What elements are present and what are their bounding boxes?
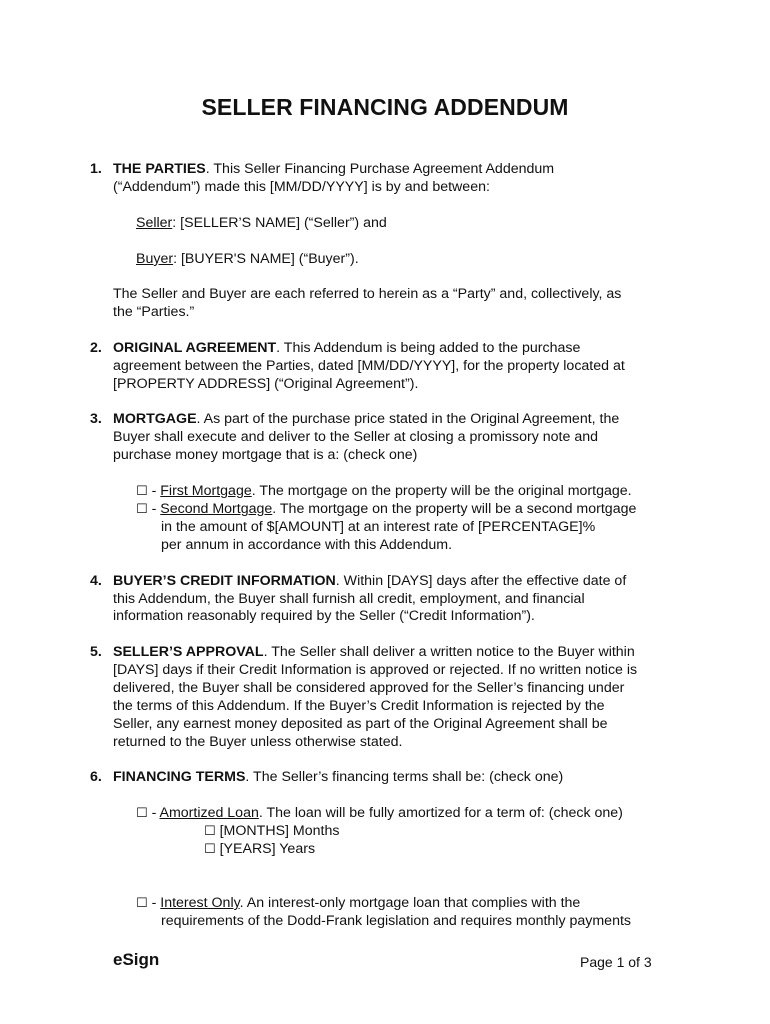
seller-text: : [SELLER’S NAME] (“Seller”) and — [172, 215, 387, 231]
interest-only-text: . An interest-only mortgage loan that complies with the — [239, 895, 581, 911]
parties-line-2: the “Parties.” — [113, 304, 195, 320]
section-4-text: . Within [DAYS] days after the effective date of — [335, 573, 627, 589]
first-mortgage-checkbox[interactable]: ☐ — [136, 484, 148, 499]
second-mortgage-option — [136, 500, 636, 519]
section-3-line-1 — [113, 410, 619, 428]
months-option — [204, 822, 339, 841]
section-3-heading: MORTGAGE — [113, 411, 197, 427]
section-2-text: . This Addendum is being added to the purchase — [276, 340, 581, 356]
section-2-number: 2. — [90, 340, 102, 356]
option-dash: - — [147, 483, 161, 499]
buyer-line — [136, 250, 359, 268]
section-1-text: . This Seller Financing Purchase Agreement Addendum — [205, 161, 555, 177]
interest-only-line-2: requirements of the Dodd-Frank legislation and requires monthly payments — [161, 913, 632, 929]
section-1-number: 1. — [90, 161, 102, 177]
section-4-number: 4. — [90, 573, 102, 589]
interest-only-option — [136, 894, 580, 913]
months-text: [MONTHS] Months — [219, 823, 340, 839]
section-6-heading: FINANCING TERMS — [113, 769, 246, 785]
section-4-line-2: this Addendum, the Buyer shall furnish all credit, employment, and financial — [113, 591, 585, 607]
first-mortgage-option — [136, 482, 632, 501]
months-checkbox[interactable]: ☐ — [204, 824, 216, 839]
section-5-line-3: delivered, the Buyer shall be considered approved for the Seller’s financing under — [113, 680, 625, 696]
amortized-loan-checkbox[interactable]: ☐ — [136, 806, 148, 821]
section-2-line-2: agreement between the Parties, dated [MM/DD/YYYY], for the property located at — [113, 358, 625, 374]
section-1-heading: THE PARTIES — [113, 161, 206, 177]
document-title: SELLER FINANCING ADDENDUM — [201, 94, 569, 120]
section-6-line-1 — [113, 768, 563, 786]
section-4-heading: BUYER’S CREDIT INFORMATION — [113, 573, 336, 589]
option-dash: - — [147, 805, 160, 821]
interest-only-checkbox[interactable]: ☐ — [136, 896, 148, 911]
section-3-text: . As part of the purchase price stated in the Original Agreement, the — [196, 411, 620, 427]
section-5-heading: SELLER’S APPROVAL — [113, 644, 264, 660]
section-2-heading: ORIGINAL AGREEMENT — [113, 340, 277, 356]
section-6-number: 6. — [90, 769, 102, 785]
second-mortgage-checkbox[interactable]: ☐ — [136, 502, 148, 517]
first-mortgage-text: . The mortgage on the property will be the original mortgage. — [251, 483, 632, 499]
section-5-line-6: returned to the Buyer unless otherwise stated. — [113, 734, 403, 750]
section-1-line-1 — [113, 160, 554, 178]
years-checkbox[interactable]: ☐ — [204, 842, 216, 857]
section-5-line-5: Seller, any earnest money deposited as part of the Original Agreement shall be — [113, 716, 608, 732]
option-dash: - — [147, 501, 161, 517]
second-mortgage-line-3: per annum in accordance with this Addendum. — [161, 537, 453, 553]
section-5-line-2: [DAYS] days if their Credit Information is approved or rejected. If no written notice is — [113, 662, 638, 678]
amortized-loan-text: . The loan will be fully amortized for a term of: (check one) — [258, 805, 623, 821]
years-text: [YEARS] Years — [219, 841, 316, 857]
parties-line-1: The Seller and Buyer are each referred to herein as a “Party” and, collectively, as — [113, 286, 622, 302]
interest-only-label: Interest Only — [160, 895, 240, 911]
esign-logo: eSign — [113, 950, 160, 969]
first-mortgage-label: First Mortgage — [160, 483, 252, 499]
section-2-line-3: [PROPERTY ADDRESS] (“Original Agreement”). — [113, 376, 419, 392]
section-2-line-1 — [113, 339, 580, 357]
second-mortgage-label: Second Mortgage — [160, 501, 273, 517]
buyer-label: Buyer — [136, 251, 174, 267]
section-1-line-2: (“Addendum”) made this [MM/DD/YYYY] is by and between: — [113, 179, 490, 195]
section-4-line-3: information reasonably required by the Seller (“Credit Information”). — [113, 608, 535, 624]
second-mortgage-text: . The mortgage on the property will be a second mortgage — [272, 501, 637, 517]
seller-label: Seller — [136, 215, 173, 231]
amortized-loan-label: Amortized Loan — [159, 805, 259, 821]
buyer-text: : [BUYER'S NAME] (“Buyer”). — [173, 251, 359, 267]
years-option — [204, 840, 315, 859]
section-5-text: . The Seller shall deliver a written notice to the Buyer within — [263, 644, 635, 660]
section-5-line-1 — [113, 643, 635, 661]
seller-line — [136, 214, 387, 232]
section-6-text: . The Seller’s financing terms shall be: (check one) — [245, 769, 564, 785]
section-4-line-1 — [113, 572, 626, 590]
amortized-loan-option — [136, 804, 623, 823]
option-dash: - — [147, 895, 161, 911]
section-5-number: 5. — [90, 644, 102, 660]
section-3-line-3: purchase money mortgage that is a: (check one) — [113, 447, 418, 463]
second-mortgage-line-2: in the amount of $[AMOUNT] at an interest rate of [PERCENTAGE]% — [161, 519, 596, 535]
section-3-line-2: Buyer shall execute and deliver to the Seller at closing a promissory note and — [113, 429, 599, 445]
section-5-line-4: the terms of this Addendum. If the Buyer’s Credit Information is rejected by the — [113, 698, 605, 714]
page-number: Page 1 of 3 — [580, 954, 652, 970]
section-3-number: 3. — [90, 411, 102, 427]
